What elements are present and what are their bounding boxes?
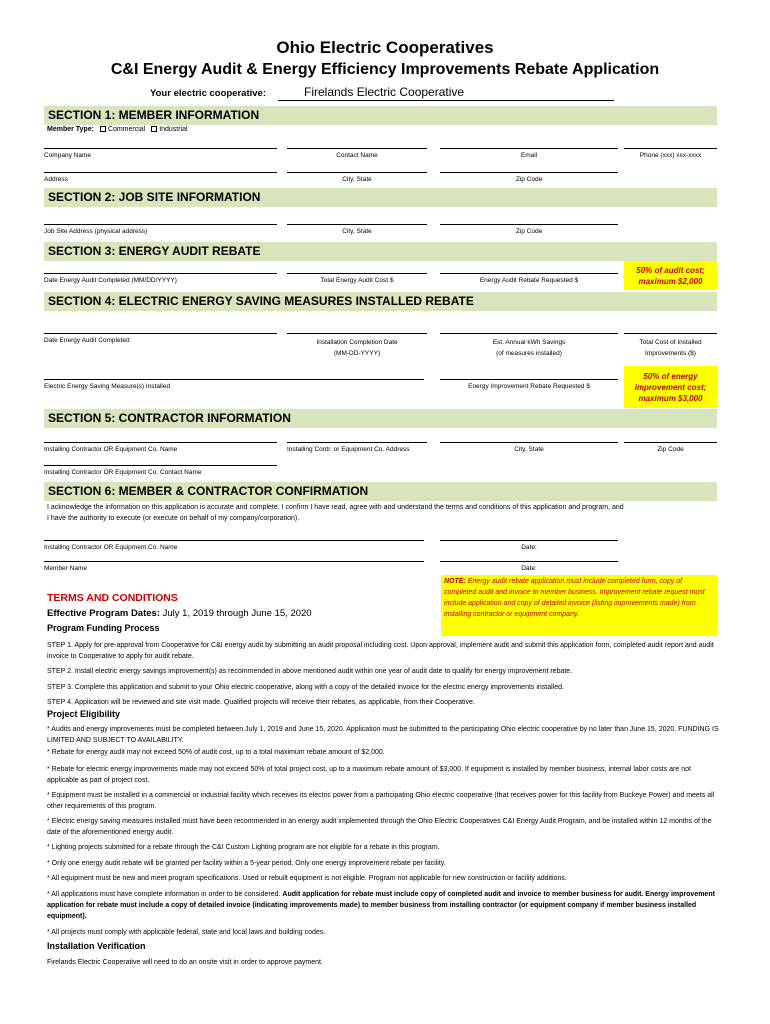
eligibility-5: * Electric energy saving measures installed must have been recommended in an energy audit implemented through the Ohio Electric Cooperatives C&I Energy Audit Program, and be installed within 12 months of the date of the aforementioned energy audit. xyxy=(47,818,712,836)
audit-rebate-highlight xyxy=(624,261,717,290)
eligibility-9-bold: Audit application for rebate must include copy of completed audit and invoice to member business for audit. Energy improvement application for rebate must include a copy of detailed invoice (indicating improvements made) to member business from installing contractor (or equipment company if member business installed equipment). xyxy=(47,891,715,920)
contractor-city-state-field[interactable]: City, State xyxy=(440,442,618,453)
step1-text: STEP 1. Apply for pre-approval from Cooperative for C&I energy audit by submitting an audit proposal including cost. Upon approval, implement audit and submit this application form, completed audit report and audit invoice to Cooperative to apply for audit rebate. xyxy=(47,642,714,660)
eligibility-10: * All projects must comply with applicable federal, state and local laws and building codes. xyxy=(47,929,326,936)
effective-value: July 1, 2019 through June 15, 2020 xyxy=(162,608,312,619)
cooperative-label: Your electric cooperative: xyxy=(150,88,266,99)
contractor-address-field[interactable]: Installing Contr. or Equipment Co. Address xyxy=(287,442,427,453)
step2-text: STEP 2. Install electric energy savings improvement(s) as recommended in above mentioned audit within one year of audit date to qualify for energy improvement rebate. xyxy=(47,668,573,675)
improvement-rebate-highlight xyxy=(624,366,717,408)
effective-dates xyxy=(47,608,312,619)
section3-heading: SECTION 3: ENERGY AUDIT REBATE xyxy=(44,242,717,261)
industrial-checkbox[interactable] xyxy=(151,126,157,132)
eligibility-2: * Rebate for energy audit may not exceed 50% of audit cost, up to a total maximum rebate amount of $2,000. xyxy=(47,749,385,756)
jobsite-address-field[interactable]: Job Site Address (physical address) xyxy=(44,224,277,235)
contractor-contact-field[interactable]: Installing Contractor OR Equipment Co. Contact Name xyxy=(44,465,277,476)
eligibility-4: * Equipment must be installed in a commercial or industrial facility which receives its electric power from a participating Ohio electric cooperative (that receives power for this facility from Buckeye Power) and meets all other requirements of this program. xyxy=(47,792,715,810)
improvement-highlight-line3: maximum $3,000 xyxy=(638,393,703,403)
section5-heading: SECTION 5: CONTRACTOR INFORMATION xyxy=(44,409,717,428)
total-cost-line1: Total Cost of Installed xyxy=(639,339,702,346)
kwh-line2: (of measures installed) xyxy=(496,350,562,357)
install-date-line1: Installation Completion Date xyxy=(316,339,398,346)
eligibility-7: * Only one energy audit rebate will be granted per facility within a 5-year period. Only one energy improvement rebate per facility. xyxy=(47,860,446,867)
contractor-zip-field[interactable]: Zip Code xyxy=(624,442,717,453)
improvement-highlight-line1: 50% of energy xyxy=(643,371,698,381)
eligibility-8: * All equipment must be new and meet program specifications. Used or rebuilt equipment is not eligible. Program not applicable for new construction or facility additions. xyxy=(47,875,567,882)
note-label: NOTE: xyxy=(444,578,466,585)
audit-highlight-line2: maximum $2,000 xyxy=(638,276,703,286)
member-type-row xyxy=(47,126,188,133)
member-name-field[interactable]: Member Name xyxy=(44,561,424,572)
step4-text: STEP 4. Application will be reviewed and site visit made. Qualified projects will receive their rebates, as applicable, from their Cooperative. xyxy=(47,699,475,706)
section1-heading: SECTION 1: MEMBER INFORMATION xyxy=(44,106,717,125)
form-subtitle: C&I Energy Audit & Energy Efficiency Improvements Rebate Application xyxy=(110,61,660,78)
industrial-label: Industrial xyxy=(159,126,188,133)
zip-field[interactable]: Zip Code xyxy=(440,172,618,183)
note-text: Energy audit rebate application must include completed form, copy of completed audit and invoice to member business. Improvement rebate request must include application and copy of detailed invoice (listing improvements made) from installing contractor or equipment company. xyxy=(444,578,705,618)
install-date-field[interactable] xyxy=(287,333,427,359)
acknowledgement-text xyxy=(47,502,722,524)
company-name-field[interactable]: Company Name xyxy=(44,148,277,159)
confirm-date1-field[interactable]: Date: xyxy=(440,540,618,551)
audit-cost-field[interactable]: Total Energy Audit Cost $ xyxy=(287,273,427,284)
address-field[interactable]: Address xyxy=(44,172,277,183)
jobsite-city-state-field[interactable]: City, State xyxy=(287,224,427,235)
commercial-label: Commercial xyxy=(107,126,146,133)
eligibility-9-plain: * All applications must have complete information in order to be considered. xyxy=(47,891,281,898)
kwh-savings-field[interactable] xyxy=(440,333,618,359)
audit-highlight-line1: 50% of audit cost; xyxy=(636,265,705,275)
note-box xyxy=(441,575,717,636)
audit-rebate-field[interactable]: Energy Audit Rebate Requested $ xyxy=(440,273,618,284)
phone-field[interactable]: Phone (xxx) xxx-xxxx xyxy=(624,148,717,159)
eligibility-9 xyxy=(47,889,722,922)
ack-line2: I have the authority to execute (or execute on behalf of my company/corporation). xyxy=(47,515,300,522)
section4-heading: SECTION 4: ELECTRIC ENERGY SAVING MEASURES INSTALLED REBATE xyxy=(44,292,717,311)
city-state-field[interactable]: City, State xyxy=(287,172,427,183)
measures-installed-field[interactable]: Electric Energy Saving Measure(s) Installed xyxy=(44,379,424,390)
section6-heading: SECTION 6: MEMBER & CONTRACTOR CONFIRMATION xyxy=(44,482,717,501)
contact-name-field[interactable]: Contact Name xyxy=(287,148,427,159)
verification-heading: Installation Verification xyxy=(47,941,146,951)
contractor-name-field[interactable]: Installing Contractor OR Equipment Co. Name xyxy=(44,442,277,453)
s4-audit-date-field[interactable]: Date Energy Audit Completed xyxy=(44,333,277,344)
verification-text: Firelands Electric Cooperative will need to do an onsite visit in order to approve payment. xyxy=(47,959,323,966)
confirm-contractor-field[interactable]: Installing Contractor OR Equipment Co. Name xyxy=(44,540,424,551)
kwh-line1: Est. Annual kWh Savings xyxy=(492,339,566,346)
commercial-checkbox[interactable] xyxy=(100,126,106,132)
email-field[interactable]: Email xyxy=(440,148,618,159)
eligibility-heading: Project Eligibility xyxy=(47,709,121,719)
cooperative-field[interactable]: Firelands Electric Cooperative xyxy=(278,85,614,101)
confirm-date2-field[interactable]: Date: xyxy=(440,561,618,572)
eligibility-3: * Rebate for electric energy improvements made may not exceed 50% of total project cost, up to a maximum rebate amount of $3,000. If equipment is installed by member business, internal labor costs are not applicable as part of project cost. xyxy=(47,766,691,784)
funding-heading: Program Funding Process xyxy=(47,623,160,633)
jobsite-zip-field[interactable]: Zip Code xyxy=(440,224,618,235)
ack-line1: I acknowledge the information on this application is accurate and complete. I confirm I have read, agree with and understand the terms and conditions of this application and program, and xyxy=(47,504,624,511)
audit-date-field[interactable]: Date Energy Audit Completed (MM/DD/YYYY) xyxy=(44,273,277,284)
eligibility-1: * Audits and energy improvements must be completed between July 1, 2019 and June 15, 2020. Application must be submitted to the participating Ohio electric cooperative by no later than June 15, 2020. FUNDING IS LIMITED AND SUBJECT TO AVAILABILITY. xyxy=(47,726,719,744)
form-title: Ohio Electric Cooperatives xyxy=(276,38,494,57)
install-date-line2: (MM-DD-YYYY) xyxy=(333,350,381,357)
improvement-highlight-line2: improvement cost; xyxy=(634,382,707,392)
eligibility-6: * Lighting projects submitted for a rebate through the C&I Custom Lighting program are not eligible for a rebate in this program. xyxy=(47,844,440,851)
improvement-rebate-field[interactable]: Energy Improvement Rebate Requested $ xyxy=(440,379,618,390)
total-cost-field[interactable] xyxy=(624,333,717,359)
section2-heading: SECTION 2: JOB SITE INFORMATION xyxy=(44,188,717,207)
member-type-label: Member Type: xyxy=(47,126,94,133)
terms-heading: TERMS AND CONDITIONS xyxy=(47,592,178,604)
effective-label: Effective Program Dates: xyxy=(47,608,160,619)
total-cost-line2: Improvements ($) xyxy=(645,350,696,357)
step3-text: STEP 3. Complete this application and submit to your Ohio electric cooperative, along with a copy of the detailed invoice for the electric energy improvements installed. xyxy=(47,684,564,691)
